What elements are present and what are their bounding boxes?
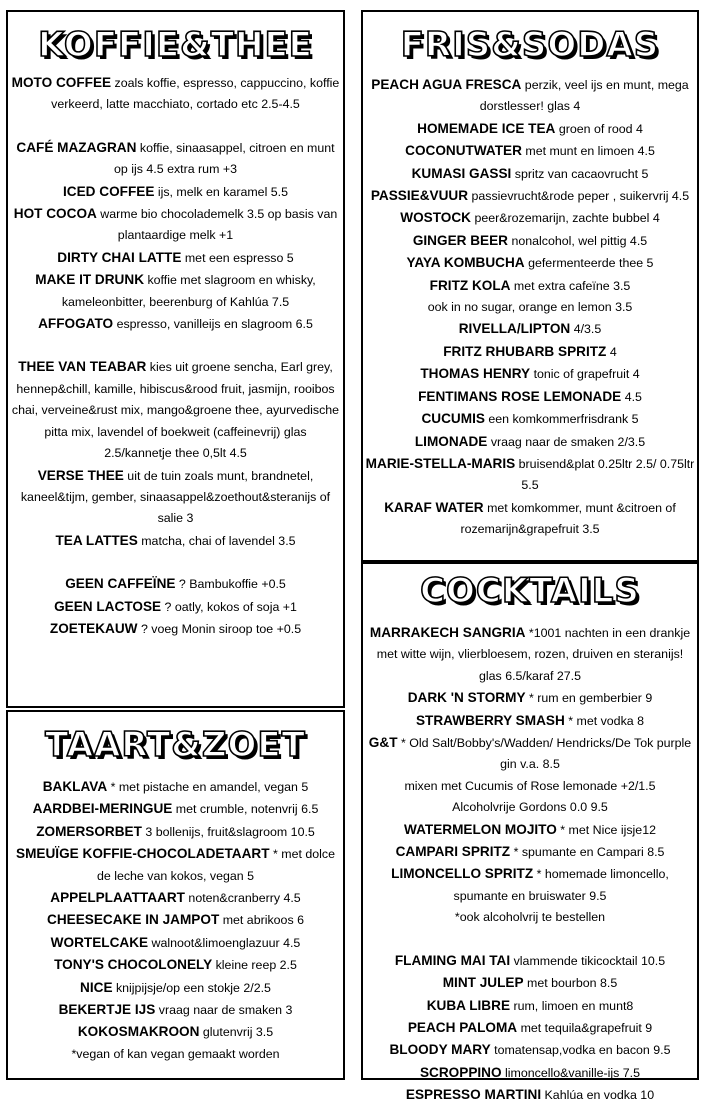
menu-item-name: WOSTOCK (400, 210, 471, 226)
menu-item-desc: Kahlúa en vodka 10 (544, 1088, 655, 1103)
menu-item-desc: * homemade limoncello, spumante en bruiswater 9.5 (453, 867, 669, 903)
menu-item-desc: * spumante en Campari 8.5 (513, 845, 665, 860)
menu-item-desc: *ook alcoholvrij te bestellen (454, 910, 606, 925)
menu-item-desc: met abrikoos 6 (222, 913, 304, 928)
menu-item-name: MOTO COFFEE (11, 75, 112, 90)
menu-item (363, 950, 697, 972)
menu-item-desc: * met dolce de leche van kokos, vegan 5 (96, 847, 335, 883)
menu-item-desc: spritz van cacaovrucht 5 (514, 166, 649, 181)
menu-item-desc: perzik, veel ijs en munt, mega dorstlesser! glas 4 (479, 78, 689, 114)
menu-item (363, 230, 697, 252)
menu-item-name: AFFOGATO (38, 316, 114, 332)
menu-item (8, 203, 343, 247)
menu-item-name: DIRTY CHAI LATTE (57, 249, 182, 265)
menu-item-name: LIMONCELLO SPRITZ (391, 866, 534, 882)
menu-item (363, 1017, 697, 1039)
menu-item-name: FRITZ KOLA (429, 277, 511, 293)
menu-item (363, 863, 697, 907)
menu-item (8, 932, 343, 954)
menu-item-desc: met tequila&grapefruit 9 (520, 1020, 653, 1035)
menu-item-name: CAMPARI SPRITZ (395, 844, 511, 860)
menu-item-desc: met komkommer, munt &citroen of rozemarijn&grapefruit 3.5 (460, 500, 676, 537)
menu-item-name: MARIE-STELLA-MARIS (365, 455, 516, 471)
menu-item (363, 408, 697, 430)
menu-item-desc: Alcoholvrije Gordons 0.0 9.5 (452, 800, 608, 815)
menu-item (8, 887, 343, 909)
menu-item (363, 1039, 697, 1061)
menu-item (363, 907, 697, 928)
menu-item (8, 596, 343, 618)
menu-item-desc: vlammende tikicocktail 10.5 (513, 953, 666, 968)
menu-item-name: MAKE IT DRUNK (35, 272, 145, 288)
menu-item-name: THOMAS HENRY (420, 366, 531, 382)
menu-item-desc: met een espresso 5 (184, 250, 294, 265)
menu-item (363, 710, 697, 732)
menu-item-name: WATERMELON MOJITO (404, 821, 557, 837)
menu-item (363, 297, 697, 318)
menu-item-name: CHEESECAKE IN JAMPOT (47, 912, 220, 928)
menu-item (363, 140, 697, 162)
menu-item (363, 622, 697, 687)
menu-item (363, 972, 697, 994)
menu-item-name: MARRAKECH SANGRIA (369, 625, 526, 640)
menu-item (8, 465, 343, 530)
menu-item-desc: met munt en limoen 4.5 (525, 144, 655, 159)
menu-item-name: BEKERTJE IJS (58, 1002, 156, 1018)
menu-item-name: LIMONADE (414, 433, 488, 449)
menu-item-name: BLOODY MARY (389, 1042, 491, 1058)
menu-item-desc: kies uit groene sencha, Earl grey, hennep&chill, kamille, hibiscus&rood fruit, jasmijn, rooibos chai, verveine&rust mix, mango&groene thee, ayurvedische pitta mix, lavendel of boekweit (caffeinevrij) glas 2.5/kannetje thee 0,5lt 4.5 (11, 360, 340, 461)
menu-item-desc: vraag naar de smaken 3 (158, 1003, 293, 1018)
menu-item-name: RIVELLA/LIPTON (458, 321, 571, 337)
menu-item-name: ZOETEKAUW (49, 620, 138, 636)
fris-sodas-title: FRIS&SODAS (400, 25, 660, 65)
menu-item-desc: passievrucht&rode peper , suikervrij 4.5 (471, 189, 690, 204)
menu-item (363, 841, 697, 863)
menu-item-desc: *vegan of kan vegan gemaakt worden (71, 1046, 280, 1061)
menu-item (363, 74, 697, 118)
menu-item-desc: met bourbon 8.5 (527, 976, 618, 991)
menu-item-desc: 3 bollenijs, fruit&slagroom 10.5 (145, 824, 315, 839)
koffie-thee-title: KOFFIE&THEE (38, 25, 313, 65)
menu-item (363, 797, 697, 818)
menu-item (363, 1062, 697, 1084)
menu-item-name: PEACH PALOMA (407, 1019, 518, 1035)
menu-item-desc: glutenvrij 3.5 (202, 1025, 274, 1040)
menu-item-name: KARAF WATER (384, 499, 484, 515)
menu-item-name: GINGER BEER (412, 232, 508, 248)
menu-item (363, 687, 697, 709)
menu-item-name: PEACH AGUA FRESCA (371, 77, 522, 92)
menu-item-desc: koffie met slagroom en whisky, kameleonbitter, beerenburg of Kahlúa 7.5 (61, 273, 316, 309)
menu-item-desc: peer&rozemarijn, zachte bubbel 4 (474, 211, 660, 226)
menu-item-name: FLAMING MAI TAI (394, 952, 511, 968)
menu-item (363, 252, 697, 274)
menu-item-name: ESPRESSO MARTINI (405, 1087, 542, 1103)
koffie-thee-section (6, 10, 345, 708)
menu-item (8, 977, 343, 999)
spacer (8, 116, 343, 137)
menu-item (8, 1021, 343, 1043)
menu-item-desc: mixen met Cucumis of Rose lemonade +2/1.5 (404, 778, 656, 793)
menu-item (363, 118, 697, 140)
menu-item-name: STRAWBERRY SMASH (415, 712, 565, 728)
menu-item-desc: met extra cafeïne 3.5 (513, 278, 631, 293)
menu-item-desc: walnoot&limoenglazuur 4.5 (151, 935, 301, 950)
menu-item-desc: koffie, sinaasappel, citroen en munt op ijs 4.5 extra rum +3 (114, 140, 335, 177)
menu-item-desc: * met pistache en amandel, vegan 5 (110, 780, 309, 794)
menu-item-name: HOT COCOA (13, 206, 97, 222)
menu-item (363, 1084, 697, 1106)
menu-item-desc: espresso, vanilleijs en slagroom 6.5 (116, 317, 313, 332)
menu-item (8, 313, 343, 335)
menu-item-desc: *1001 nachten in een drankje met witte wijn, vlierbloesem, rozen, druiven en steranijs! glas 6.5/karaf 27.5 (376, 626, 691, 683)
menu-item-name: G&T (368, 735, 398, 751)
menu-item (363, 163, 697, 185)
menu-item-name: BAKLAVA (42, 779, 108, 794)
menu-item-name: WORTELCAKE (50, 934, 149, 950)
menu-item-desc: * met vodka 8 (568, 713, 644, 728)
menu-item (363, 819, 697, 841)
menu-item-desc: bruisend&plat 0.25ltr 2.5/ 0.75ltr 5.5 (518, 456, 695, 493)
menu-item-desc: tonic of grapefruit 4 (533, 367, 640, 382)
spacer (8, 335, 343, 356)
menu-item-name: DARK 'N STORMY (407, 690, 526, 706)
menu-item-desc: gefermenteerde thee 5 (528, 256, 654, 271)
menu-item (363, 275, 697, 297)
menu-item (8, 954, 343, 976)
cocktails-title: COCKTAILS (420, 571, 640, 611)
menu-item-name: CAFÉ MAZAGRAN (16, 139, 137, 155)
fris-sodas-list (363, 74, 697, 541)
menu-item-desc: ook in no sugar, orange en lemon 3.5 (427, 300, 633, 315)
taart-zoet-section (6, 710, 345, 1080)
menu-item (8, 999, 343, 1021)
menu-item-name: VERSE THEE (37, 467, 124, 483)
menu-item (363, 207, 697, 229)
menu-item-desc: zoals koffie, espresso, cappuccino, koffie verkeerd, latte macchiato, cortado etc 2.5-4.5 (51, 76, 340, 112)
menu-item (363, 386, 697, 408)
menu-item-desc: ijs, melk en karamel 5.5 (157, 184, 288, 199)
menu-item (363, 431, 697, 453)
menu-item-name: ZOMERSORBET (36, 823, 142, 839)
menu-item-desc: 4/3.5 (573, 322, 602, 337)
taart-zoet-list (8, 776, 343, 1065)
menu-item-name: MINT JULEP (442, 975, 524, 991)
menu-item-desc: nonalcohol, wel pittig 4.5 (511, 233, 648, 248)
menu-item-name: APPELPLAATTAART (50, 890, 185, 906)
menu-item (363, 341, 697, 363)
menu-item-desc: ? oatly, kokos of soja +1 (164, 599, 297, 614)
menu-item-name: AARDBEI-MERINGUE (32, 801, 173, 817)
menu-item (8, 1044, 343, 1065)
menu-item-name: PASSIE&VUUR (370, 188, 469, 204)
menu-item-desc: uit de tuin zoals munt, brandnetel, kaneel&tijm, gember, sinaasappel&zoethout&steranijs of salie 3 (20, 468, 331, 526)
menu-item (363, 776, 697, 797)
menu-item (8, 776, 343, 798)
menu-item (363, 453, 697, 497)
menu-item-desc: ? voeg Monin siroop toe +0.5 (140, 621, 302, 636)
menu-item (8, 530, 343, 552)
menu-item-name: CUCUMIS (421, 411, 485, 427)
menu-item-name: ICED COFFEE (63, 183, 155, 199)
cocktails-list (363, 622, 697, 1107)
menu-item-name: TEA LATTES (55, 532, 138, 548)
menu-item-name: YAYA KOMBUCHA (406, 255, 525, 271)
menu-item-desc: een komkommerfrisdrank 5 (488, 412, 639, 427)
menu-item-desc: vraag naar de smaken 2/3.5 (490, 434, 646, 449)
menu-item (8, 909, 343, 931)
menu-item-name: KOKOSMAKROON (77, 1024, 200, 1040)
taart-zoet-title: TAART&ZOET (45, 725, 306, 765)
menu-item-desc: rum, limoen en munt8 (513, 998, 634, 1013)
koffie-thee-list (8, 72, 343, 640)
menu-item-name: NICE (80, 979, 113, 995)
menu-item-desc: * rum en gemberbier 9 (528, 691, 653, 706)
menu-item-desc: 4.5 (624, 389, 642, 404)
menu-item-name: SCROPPINO (419, 1064, 502, 1080)
menu-item-name: SMEUÏGE KOFFIE-CHOCOLADETAART (16, 846, 270, 862)
menu-item-name: FENTIMANS ROSE LEMONADE (418, 388, 622, 404)
menu-item-desc: groen of rood 4 (558, 121, 643, 136)
menu-item-name: GEEN LACTOSE (54, 598, 162, 614)
menu-item (363, 363, 697, 385)
menu-item (363, 995, 697, 1017)
menu-item-name: KUBA LIBRE (426, 997, 511, 1013)
menu-item (8, 137, 343, 181)
menu-item (8, 618, 343, 640)
menu-item-desc: met crumble, notenvrij 6.5 (175, 802, 319, 817)
menu-item-name: HOMEMADE ICE TEA (417, 120, 556, 136)
menu-item (8, 181, 343, 203)
menu-item-desc: warme bio chocolademelk 3.5 op basis van plantaardige melk +1 (100, 207, 338, 243)
menu-item-desc: * met Nice ijsje12 (560, 822, 656, 837)
menu-item-name: FRITZ RHUBARB SPRITZ (443, 343, 607, 359)
menu-item (8, 821, 343, 843)
menu-item-desc: noten&cranberry 4.5 (188, 891, 301, 906)
menu-item-desc: knijpijsje/op een stokje 2/2.5 (115, 980, 271, 995)
menu-item-desc: limoncello&vanille-ijs 7.5 (505, 1065, 640, 1080)
menu-item (8, 798, 343, 820)
menu-item (363, 318, 697, 340)
cocktails-section (361, 562, 699, 1103)
menu-item (8, 247, 343, 269)
menu-item-desc: kleine reep 2.5 (215, 958, 297, 973)
spacer (363, 929, 697, 950)
menu-item (363, 497, 697, 541)
menu-item-name: KUMASI GASSI (411, 165, 512, 181)
menu-item (8, 843, 343, 887)
menu-item (8, 72, 343, 116)
menu-item-name: COCONUTWATER (405, 143, 522, 159)
menu-item (8, 356, 343, 464)
menu-item-name: GEEN CAFFEÏNE (65, 576, 176, 592)
menu-item-desc: * Old Salt/Bobby's/Wadden/ Hendricks/De Tok purple gin v.a. 8.5 (400, 736, 692, 772)
fris-sodas-section (361, 10, 699, 562)
menu-item-desc: matcha, chai of lavendel 3.5 (141, 533, 296, 548)
menu-item (363, 185, 697, 207)
menu-item (363, 732, 697, 776)
menu-item (8, 269, 343, 313)
menu-item-desc: 4 (609, 344, 617, 359)
menu-item (8, 573, 343, 595)
spacer (8, 552, 343, 573)
menu-item-name: TONY'S CHOCOLONELY (54, 957, 213, 973)
menu-item-name: THEE VAN TEABAR (18, 359, 147, 375)
menu-item-desc: tomatensap,vodka en bacon 9.5 (494, 1043, 671, 1058)
menu-item-desc: ? Bambukoffie +0.5 (178, 577, 286, 592)
